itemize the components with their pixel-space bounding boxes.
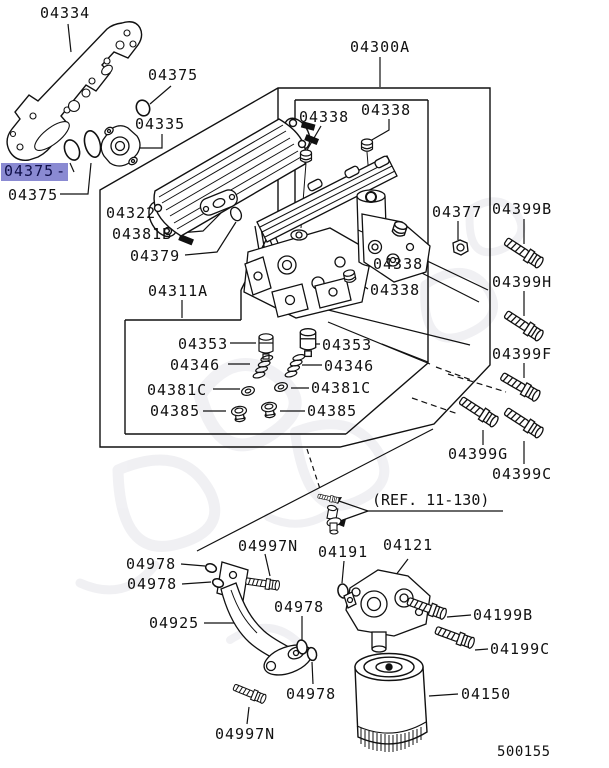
oil-filter-drawing xyxy=(355,654,427,753)
part-label-04338-3[interactable]: 04338 xyxy=(373,255,424,273)
washer-04381C-drawings xyxy=(241,381,289,396)
selected-part-dash: - xyxy=(56,162,67,180)
part-label-04191[interactable]: 04191 xyxy=(318,543,369,561)
part-label-04375-selected[interactable] xyxy=(1,163,68,181)
part-label-04381C-left[interactable]: 04381C xyxy=(147,381,208,399)
part-label-04338-1[interactable]: 04338 xyxy=(299,108,350,126)
part-label-04346-right[interactable]: 04346 xyxy=(324,357,375,375)
part-label-04335[interactable]: 04335 xyxy=(135,115,186,133)
part-label-04353-right[interactable]: 04353 xyxy=(322,336,373,354)
part-label-04399C[interactable]: 04399C xyxy=(492,465,553,483)
part-label-04978-1[interactable]: 04978 xyxy=(126,555,177,573)
selected-part-number: 04375 xyxy=(4,162,55,180)
part-label-04300A[interactable]: 04300A xyxy=(350,38,411,56)
part-label-04997N-bottom[interactable]: 04997N xyxy=(215,725,276,743)
part-label-04150[interactable]: 04150 xyxy=(461,685,512,703)
part-label-04978-2[interactable]: 04978 xyxy=(127,575,178,593)
part-label-04334[interactable]: 04334 xyxy=(40,4,91,22)
part-label-04381C-right[interactable]: 04381C xyxy=(311,379,372,397)
sheet-number: 500155 xyxy=(497,744,551,760)
part-label-04121[interactable]: 04121 xyxy=(383,536,434,554)
part-label-04338-2[interactable]: 04338 xyxy=(361,101,412,119)
part-label-04379[interactable]: 04379 xyxy=(130,247,181,265)
part-label-04322[interactable]: 04322 xyxy=(106,204,157,222)
oring-04379-drawing xyxy=(229,206,244,223)
part-label-04399H[interactable]: 04399H xyxy=(492,273,553,291)
part-label-04375-top[interactable]: 04375 xyxy=(148,66,199,84)
part-label-04925[interactable]: 04925 xyxy=(149,614,200,632)
part-label-04399G[interactable]: 04399G xyxy=(448,445,509,463)
part-label-04199B[interactable]: 04199B xyxy=(473,606,534,624)
part-label-04311A[interactable]: 04311A xyxy=(148,282,209,300)
part-label-04353-left[interactable]: 04353 xyxy=(178,335,229,353)
part-label-04381B[interactable]: 04381B xyxy=(112,225,173,243)
part-label-04377[interactable]: 04377 xyxy=(432,203,483,221)
part-label-04199C[interactable]: 04199C xyxy=(490,640,551,658)
filter-bracket-drawing xyxy=(344,570,430,652)
part-label-04346-left[interactable]: 04346 xyxy=(170,356,221,374)
part-label-04978-3[interactable]: 04978 xyxy=(274,598,325,616)
part-label-04385-right[interactable]: 04385 xyxy=(307,402,358,420)
part-label-04399F[interactable]: 04399F xyxy=(492,345,553,363)
part-label-04385-left[interactable]: 04385 xyxy=(150,402,201,420)
part-label-04997N-top[interactable]: 04997N xyxy=(238,537,299,555)
nut-04377-drawing xyxy=(453,240,468,255)
valve-plug-04353-drawings xyxy=(259,329,316,359)
part-label-04338-4[interactable]: 04338 xyxy=(370,281,421,299)
ref-note[interactable]: (REF. 11-130) xyxy=(372,491,490,509)
part-label-04375-below[interactable]: 04375 xyxy=(8,186,59,204)
part-label-04978-4[interactable]: 04978 xyxy=(286,685,337,703)
part-label-04399B[interactable]: 04399B xyxy=(492,200,553,218)
cap-plug-04385-drawings xyxy=(231,401,278,422)
